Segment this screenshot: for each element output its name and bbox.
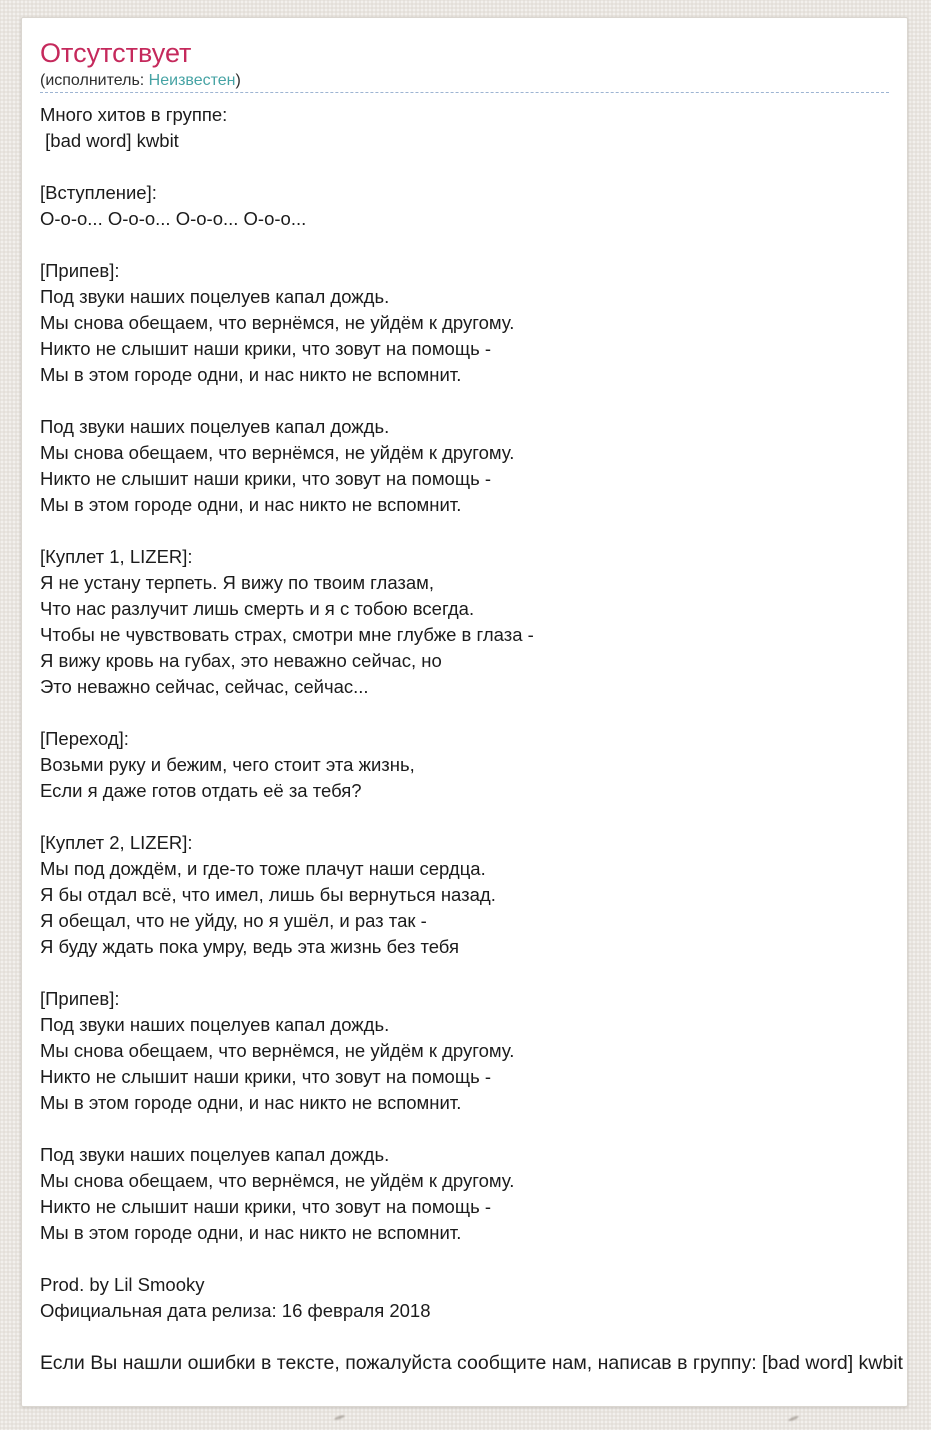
lyrics-line: [Переход]: <box>40 728 129 749</box>
artist-label: (исполнитель: <box>40 72 149 89</box>
lyrics-line: Мы снова обещаем, что вернёмся, не уйдём к другому. <box>40 312 515 333</box>
lyrics-line: Мы снова обещаем, что вернёмся, не уйдём к другому. <box>40 1170 515 1191</box>
lyrics-line: Никто не слышит наши крики, что зовут на помощь - <box>40 468 492 489</box>
lyrics-line: [bad word] kwbit <box>40 130 179 151</box>
artist-link[interactable]: Неизвестен <box>148 72 236 89</box>
texture-smudge <box>788 1415 799 1422</box>
lyrics-line: Я вижу кровь на губах, это неважно сейчас, но <box>40 650 442 671</box>
lyrics-line: Prod. by Lil Smooky <box>40 1274 205 1295</box>
lyrics-line: Мы в этом городе одни, и нас никто не вспомнит. <box>40 364 462 385</box>
lyrics-block <box>40 102 889 154</box>
lyrics-block <box>40 414 889 518</box>
lyrics-line: Мы снова обещаем, что вернёмся, не уйдём к другому. <box>40 442 515 463</box>
lyrics-line: [Припев]: <box>40 260 120 281</box>
lyrics-line: Никто не слышит наши крики, что зовут на помощь - <box>40 338 492 359</box>
lyrics-line: Я буду ждать пока умру, ведь эта жизнь без тебя <box>40 936 460 957</box>
lyrics-block <box>40 544 889 700</box>
lyrics-line: Под звуки наших поцелуев капал дождь. <box>40 416 390 437</box>
error-report-note: Если Вы нашли ошибки в тексте, пожалуйста сообщите нам, написав в группу: [bad word] kwbit <box>40 1352 903 1374</box>
lyrics-block <box>40 1142 889 1246</box>
lyrics-line: Официальная дата релиза: 16 февраля 2018 <box>40 1300 431 1321</box>
song-header <box>40 38 889 93</box>
lyrics-block <box>40 986 889 1116</box>
song-title: Отсутствует <box>40 38 192 68</box>
artist-suffix: ) <box>235 72 241 89</box>
texture-smudge <box>334 1414 345 1420</box>
lyrics-line: Под звуки наших поцелуев капал дождь. <box>40 1014 390 1035</box>
lyrics-line: Никто не слышит наши крики, что зовут на помощь - <box>40 1196 492 1217</box>
lyrics-line: Я обещал, что не уйду, но я ушёл, и раз так - <box>40 910 427 931</box>
lyrics-line: Никто не слышит наши крики, что зовут на помощь - <box>40 1066 492 1087</box>
lyrics-line: Чтобы не чувствовать страх, смотри мне глубже в глаза - <box>40 624 534 645</box>
lyrics-text <box>40 102 889 1324</box>
lyrics-block <box>40 726 889 804</box>
lyrics-line: Мы под дождём, и где-то тоже плачут наши сердца. <box>40 858 486 879</box>
lyrics-block <box>40 830 889 960</box>
lyrics-line: Под звуки наших поцелуев капал дождь. <box>40 1144 390 1165</box>
lyrics-line: Мы в этом городе одни, и нас никто не вспомнит. <box>40 494 462 515</box>
lyrics-line: Я бы отдал всё, что имел, лишь бы вернуться назад. <box>40 884 496 905</box>
lyrics-line: Что нас разлучит лишь смерть и я с тобою всегда. <box>40 598 475 619</box>
lyrics-line: Мы в этом городе одни, и нас никто не вспомнит. <box>40 1222 462 1243</box>
lyrics-line: [Припев]: <box>40 988 120 1009</box>
artist-line <box>40 71 889 90</box>
lyrics-block <box>40 180 889 232</box>
lyrics-line: Если я даже готов отдать её за тебя? <box>40 780 362 801</box>
lyrics-line: [Куплет 2, LIZER]: <box>40 832 193 853</box>
lyrics-line: Мы снова обещаем, что вернёмся, не уйдём к другому. <box>40 1040 515 1061</box>
lyrics-card <box>21 17 908 1407</box>
lyrics-line: Под звуки наших поцелуев капал дождь. <box>40 286 390 307</box>
lyrics-line: Возьми руку и бежим, чего стоит эта жизнь, <box>40 754 415 775</box>
lyrics-line: Я не устану терпеть. Я вижу по твоим глазам, <box>40 572 435 593</box>
lyrics-block <box>40 1272 889 1324</box>
lyrics-block <box>40 258 889 388</box>
lyrics-line: Это неважно сейчас, сейчас, сейчас... <box>40 676 369 697</box>
lyrics-line: [Куплет 1, LIZER]: <box>40 546 193 567</box>
lyrics-line: [Вступление]: <box>40 182 157 203</box>
lyrics-line: Много хитов в группе: <box>40 104 228 125</box>
lyrics-line: Мы в этом городе одни, и нас никто не вспомнит. <box>40 1092 462 1113</box>
lyrics-line: О-о-о... О-о-о... О-о-о... О-о-о... <box>40 208 307 229</box>
